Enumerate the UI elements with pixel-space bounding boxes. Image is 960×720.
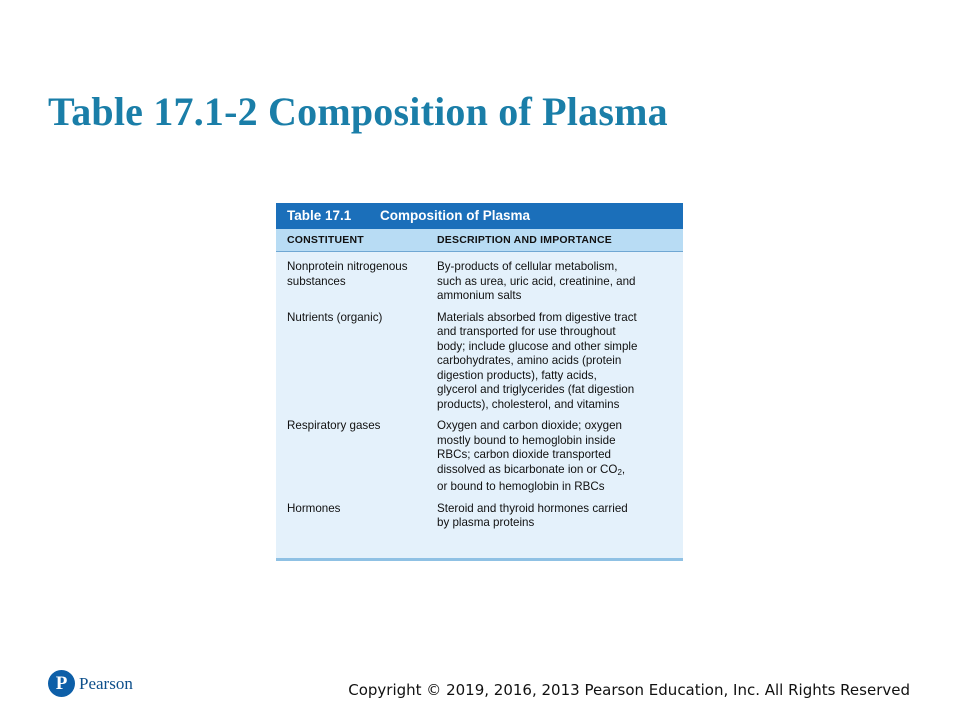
description-line-co2 xyxy=(437,463,677,481)
description-line: by plasma proteins xyxy=(437,516,535,529)
description-line: mostly bound to hemoglobin inside xyxy=(437,433,616,447)
constituent-line: Hormones xyxy=(287,501,341,515)
description-cell xyxy=(437,502,683,531)
column-header-constituent: CONSTITUENT xyxy=(287,234,364,246)
description-cell xyxy=(437,311,683,413)
column-header-description: DESCRIPTION AND IMPORTANCE xyxy=(437,234,612,246)
constituent-line: Nutrients (organic) xyxy=(287,310,383,324)
description-line: Materials absorbed from digestive tract xyxy=(437,310,637,324)
pearson-logo-icon: P xyxy=(48,670,75,697)
pearson-logo-text: Pearson xyxy=(79,673,133,693)
table-number: Table 17.1 xyxy=(287,208,352,223)
subscript-2: 2 xyxy=(617,467,622,477)
table-body xyxy=(276,252,683,531)
description-cell xyxy=(437,419,683,495)
constituent-line: Nonprotein nitrogenous xyxy=(287,260,408,273)
constituent-cell xyxy=(276,502,437,531)
constituent-cell xyxy=(276,419,437,495)
description-cell xyxy=(437,260,683,304)
constituent-line: substances xyxy=(287,274,346,288)
table-row xyxy=(276,260,683,304)
description-line: Oxygen and carbon dioxide; oxygen xyxy=(437,419,622,432)
table-column-headers xyxy=(276,229,683,252)
table-row xyxy=(276,502,683,531)
table-title-bar xyxy=(276,203,683,229)
description-line: and transported for use throughout xyxy=(437,325,616,338)
description-line: such as urea, uric acid, creatinine, and xyxy=(437,274,636,288)
table-caption: Composition of Plasma xyxy=(380,208,531,223)
table-row xyxy=(276,311,683,413)
description-line: ammonium salts xyxy=(437,289,522,302)
constituent-cell xyxy=(276,260,437,304)
description-line: RBCs; carbon dioxide transported xyxy=(437,448,611,461)
description-line: Steroid and thyroid hormones carried xyxy=(437,501,628,515)
slide-title: Table 17.1-2 Composition of Plasma xyxy=(48,89,668,134)
constituent-cell xyxy=(276,311,437,413)
description-text: dissolved as bicarbonate ion or CO xyxy=(437,462,618,476)
table-row xyxy=(276,419,683,495)
comma: , xyxy=(621,462,626,476)
description-line: glycerol and triglycerides (fat digestion xyxy=(437,383,635,396)
description-line: By-products of cellular metabolism, xyxy=(437,260,618,273)
copyright-notice: Copyright © 2019, 2016, 2013 Pearson Education, Inc. All Rights Reserved xyxy=(348,681,910,699)
description-line: body; include glucose and other simple xyxy=(437,339,638,353)
plasma-composition-table xyxy=(276,203,683,561)
description-line: digestion products), fatty acids, xyxy=(437,368,597,382)
description-line: carbohydrates, amino acids (protein xyxy=(437,354,622,367)
description-line: or bound to hemoglobin in RBCs xyxy=(437,480,605,493)
pearson-logo xyxy=(48,670,133,697)
constituent-line: Respiratory gases xyxy=(287,419,381,432)
description-line: products), cholesterol, and vitamins xyxy=(437,397,620,411)
